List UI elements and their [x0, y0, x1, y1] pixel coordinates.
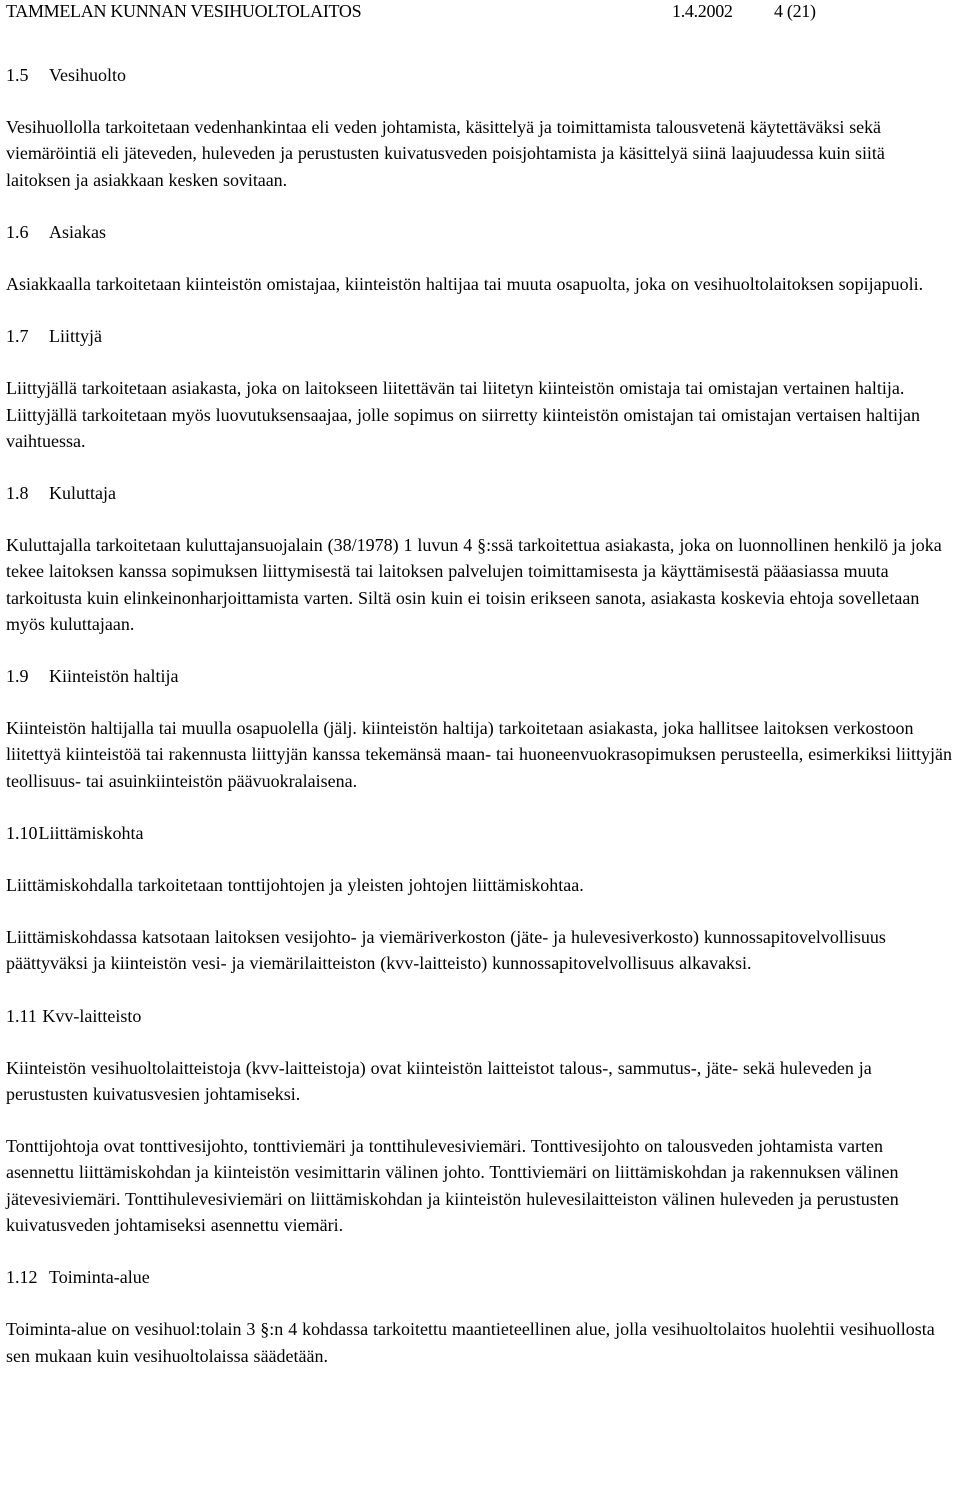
- section-heading-1-12: [6, 1264, 954, 1290]
- section-number: 1.10: [6, 822, 38, 843]
- section-title: Kuluttaja: [49, 483, 116, 504]
- page-header: [6, 0, 954, 22]
- section-heading-1-10: [6, 820, 954, 846]
- section-number: 1.6: [6, 221, 29, 242]
- section-title: Kvv-laitteisto: [42, 1005, 142, 1026]
- header-date: 1.4.2002: [672, 1, 733, 21]
- section-title: Toiminta-alue: [49, 1267, 150, 1288]
- section-heading-1-9: [6, 663, 954, 689]
- section-paragraph: Toiminta-alue on vesihuol:tolain 3 §:n 4 kohdassa tarkoitettu maantieteellinen alue, jolla vesihuoltolaitos huolehtii vesihuollosta sen mukaan kuin vesihuoltolaissa säädetään.: [6, 1319, 935, 1366]
- section-heading-1-7: [6, 323, 954, 349]
- section-paragraph: Tonttijohtoja ovat tonttivesijohto, tonttiviemäri ja tonttihulevesiviemäri. Tonttivesijohto on talousveden johtamista varten asennettu liittämiskohdan ja kiinteistön vesimittarin välinen johto. Tonttiviemäri on liittämiskohdan ja rakennuksen välinen jätevesiviemäri. Tonttihulevesiviemäri on liittämiskohdan ja kiinteistön hulevesilaitteiston välinen huleveden ja perustusten kuivatusveden johtamiseksi asennettu viemäri.: [6, 1136, 899, 1235]
- section-heading-1-6: [6, 219, 954, 245]
- header-organization: TAMMELAN KUNNAN VESIHUOLTOLAITOS: [6, 1, 362, 21]
- section-heading-1-11: [6, 1003, 954, 1029]
- section-title: Kiinteistön haltija: [49, 666, 179, 687]
- section-title: Liittyjä: [49, 326, 102, 347]
- section-title: Asiakas: [49, 221, 106, 242]
- section-paragraph: Asiakkaalla tarkoitetaan kiinteistön omistajaa, kiinteistön haltijaa tai muuta osapuolta, joka on vesihuoltolaitoksen sopijapuoli.: [6, 274, 924, 295]
- section-title: Vesihuolto: [49, 65, 127, 85]
- section-paragraph: Liittämiskohdassa katsotaan laitoksen vesijohto- ja viemäriverkoston (jäte- ja hulevesiverkosto) kunnossapitovelvollisuus päättyväksi ja kiinteistön vesi- ja viemärilaitteiston (kvv-laitteisto) kunnossapitovelvollisuus alkavaksi.: [6, 927, 886, 974]
- section-number: 1.9: [6, 666, 29, 687]
- section-paragraph: Kiinteistön haltijalla tai muulla osapuolella (jälj. kiinteistön haltija) tarkoitetaan asiakasta, joka hallitsee laitoksen verkostoon liitettyä kiinteistöä tai rakennusta liittyjän kanssa tekemänsä maan- tai huoneenvuokrasopimuksen perusteella, esimerkiksi liittyjän teollisuus- tai asuinkiinteistön päävuokralaisena.: [6, 718, 953, 791]
- section-paragraph: Liittämiskohdalla tarkoitetaan tonttijohtojen ja yleisten johtojen liittämiskohtaa.: [6, 875, 584, 896]
- section-number: 1.11: [6, 1005, 37, 1026]
- section-number: 1.5: [6, 65, 29, 85]
- section-paragraph: Liittyjällä tarkoitetaan asiakasta, joka on laitokseen liitettävän tai liitetyn kiinteistön omistaja tai omistajan vertainen haltija. Liittyjällä tarkoitetaan myös luovutuksensaajaa, jolle sopimus on siirretty kiinteistön omistajan tai omistajan vertaisen haltijan vaihtuessa.: [6, 378, 921, 451]
- section-title: Liittämiskohta: [38, 822, 144, 843]
- header-page-number: 4 (21): [774, 1, 816, 21]
- section-heading-1-5: [6, 62, 954, 88]
- section-heading-1-8: [6, 480, 954, 506]
- section-number: 1.7: [6, 326, 29, 347]
- document-body: [6, 62, 954, 1395]
- section-number: 1.12: [6, 1267, 38, 1288]
- section-number: 1.8: [6, 483, 29, 504]
- section-paragraph: Kiinteistön vesihuoltolaitteistoja (kvv-laitteistoja) ovat kiinteistön laitteistot talous-, sammutus-, jäte- sekä huleveden ja perustusten kuivatusvesien johtamiseksi.: [6, 1057, 872, 1105]
- section-paragraph: Vesihuollolla tarkoitetaan vedenhankintaa eli veden johtamista, käsittelyä ja toimittamista talousvetenä käytettäväksi sekä viemäröintiä eli jäteveden, huleveden ja perustusten kuivatusveden poisjohtamista ja käsittelyä siinä laajuudessa kuin siitä laitoksen ja asiakkaan kesken sovitaan.: [6, 117, 885, 190]
- section-paragraph: Kuluttajalla tarkoitetaan kuluttajansuojalain (38/1978) 1 luvun 4 §:ssä tarkoitettua asiakasta, joka on luonnollinen henkilö ja joka tekee laitoksen kanssa sopimuksen liittymisestä tai laitoksen palvelujen toimittamisesta ja käyttämisestä pääasiassa muuta tarkoitusta kuin elinkeinonharjoittamista varten. Siltä osin kuin ei toisin erikseen sanota, asiakasta koskevia ehtoja sovelletaan myös kuluttajaan.: [6, 535, 942, 634]
